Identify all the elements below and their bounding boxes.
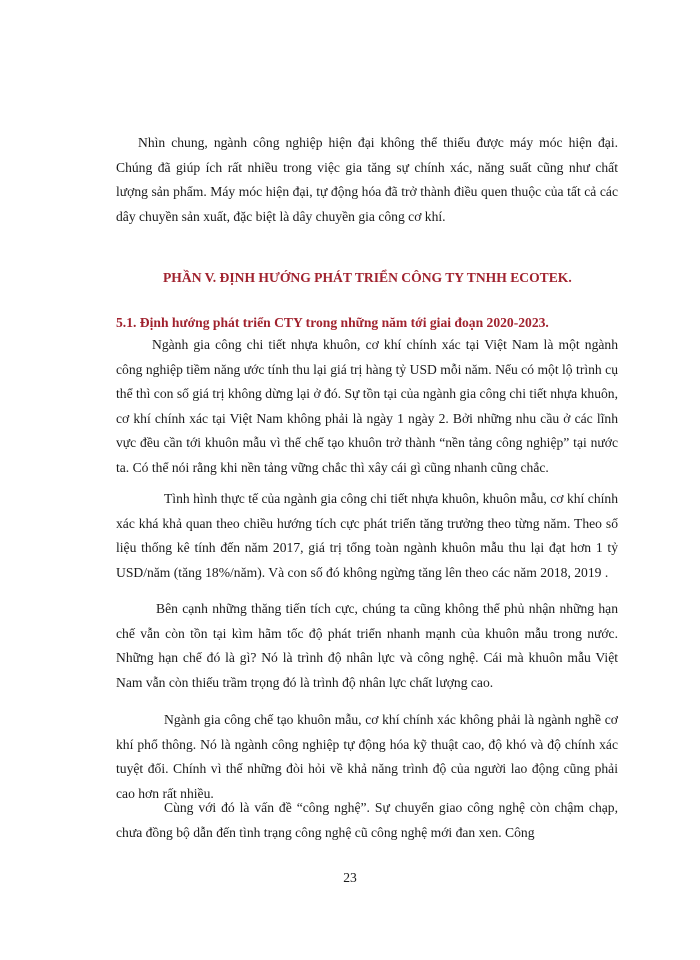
body-paragraph-1: Ngành gia công chi tiết nhựa khuôn, cơ khí chính xác tại Việt Nam là một ngành công nghiệp tiềm năng ước tính thu lại giá trị hàng tỷ USD mỗi năm. Nếu có một lộ trình cụ thể thì con số giá trị không dừng lại ở đó. Sự tồn tại của ngành gia công chi tiết nhựa khuôn, cơ khí chính xác tại Việt Nam không phải là ngày 1 ngày 2. Bởi những nhu cầu ở các lĩnh vực đều cần tới khuôn mẫu vì thế chế tạo khuôn trở thành “nền tảng công nghiệp” tại nước ta. Có thể nói rằng khi nền tảng vững chắc thì xây cái gì cũng nhanh cũng chắc.: [116, 337, 618, 475]
body-paragraph-2: Tình hình thực tế của ngành gia công chi tiết nhựa khuôn, khuôn mẫu, cơ khí chính xác khá khả quan theo chiều hướng tích cực phát triển tăng trưởng theo từng năm. Theo số liệu thống kê tính đến năm 2017, giá trị tổng toàn ngành khuôn mẫu thu lại đạt hơn 1 tỷ USD/năm (tăng 18%/năm). Và con số đó không ngừng tăng lên theo các năm 2018, 2019 .: [116, 491, 618, 580]
body-paragraph-3: Bên cạnh những thăng tiến tích cực, chúng ta cũng không thể phủ nhận những hạn chế vẫn còn tồn tại kìm hãm tốc độ phát triển nhanh mạnh của khuôn mẫu trong nước. Những hạn chế đó là gì? Nó là trình độ nhân lực và công nghệ. Cái mà khuôn mẫu Việt Nam vẫn còn thiếu trầm trọng đó là trình độ nhân lực chất lượng cao.: [116, 601, 618, 690]
body-paragraph-4: Ngành gia công chế tạo khuôn mẫu, cơ khí chính xác không phải là ngành nghề cơ khí phổ thông. Nó là ngành công nghiệp tự động hóa kỹ thuật cao, độ khó và độ chính xác tuyệt đối. Chính vì thế những đòi hỏi về khả năng trình độ của người lao động cũng phải cao hơn rất nhiều.: [116, 712, 618, 801]
body-paragraph-5: Cùng với đó là vấn đề “công nghệ”. Sự chuyển giao công nghệ còn chậm chạp, chưa đồng bộ dẫn đến tình trạng công nghệ cũ công nghệ mới đan xen. Công: [116, 800, 618, 840]
intro-paragraph: Nhìn chung, ngành công nghiệp hiện đại không thể thiếu được máy móc hiện đại. Chúng đã giúp ích rất nhiều trong việc gia tăng sự chính xác, năng suất cũng như chất lượng sản phẩm. Máy móc hiện đại, tự động hóa đã trở thành điều quen thuộc của tất cả các dây chuyền sản xuất, đặc biệt là dây chuyền gia công cơ khí.: [116, 135, 618, 224]
section-heading: 5.1. Định hướng phát triển CTY trong những năm tới giai đoạn 2020-2023.: [116, 315, 549, 330]
page-number: 23: [343, 870, 357, 885]
part-heading: PHẦN V. ĐỊNH HƯỚNG PHÁT TRIỂN CÔNG TY TNHH ECOTEK.: [163, 270, 572, 285]
